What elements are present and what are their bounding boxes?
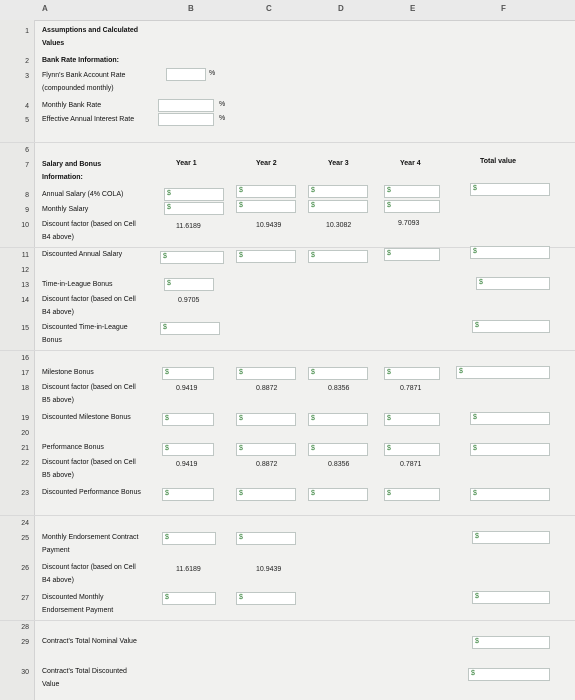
row-number[interactable]: 14 xyxy=(21,297,29,304)
input-milestone-y1[interactable] xyxy=(162,367,214,380)
percent-sign: % xyxy=(219,101,226,108)
dollar-sign: $ xyxy=(239,445,243,452)
dollar-sign: $ xyxy=(387,445,391,452)
dollar-sign: $ xyxy=(387,187,391,194)
dollar-sign: $ xyxy=(473,185,477,192)
discount-factor-salary-y3: 10.3082 xyxy=(326,222,352,229)
input-discounted-milestone-y4[interactable] xyxy=(384,413,440,426)
row-number[interactable]: 29 xyxy=(21,639,29,646)
input-endorsement-y1[interactable] xyxy=(162,532,216,545)
input-discounted-til-total[interactable] xyxy=(472,320,550,333)
column-C-header[interactable]: C xyxy=(266,4,272,13)
dollar-sign: $ xyxy=(167,204,171,211)
input-monthly-salary-y2[interactable] xyxy=(236,200,296,213)
label-assumptions-title: Assumptions and Calculated Values xyxy=(42,27,139,47)
header-year-4: Year 4 xyxy=(400,160,421,167)
row-number[interactable]: 19 xyxy=(21,415,29,422)
label-monthly-salary: Monthly Salary xyxy=(42,206,89,213)
row-number[interactable]: 1 xyxy=(25,28,29,35)
discount-factor-salary-y2: 10.9439 xyxy=(256,222,282,229)
input-milestone-y4[interactable] xyxy=(384,367,440,380)
row-number[interactable]: 27 xyxy=(21,595,29,602)
input-monthly-salary-y4[interactable] xyxy=(384,200,440,213)
row-number[interactable]: 16 xyxy=(21,355,29,362)
row-number[interactable]: 23 xyxy=(21,490,29,497)
input-endorsement-y2[interactable] xyxy=(236,532,296,545)
percent-sign: % xyxy=(209,70,216,77)
input-discounted-milestone-total[interactable] xyxy=(470,412,550,425)
input-milestone-y3[interactable] xyxy=(308,367,368,380)
dollar-sign: $ xyxy=(239,534,243,541)
dollar-sign: $ xyxy=(165,445,169,452)
input-annual-salary-total[interactable] xyxy=(470,183,550,196)
label-annual-salary: Annual Salary (4% COLA) xyxy=(42,191,124,198)
discount-factor-endorsement-y1: 11.6189 xyxy=(176,566,201,573)
input-annual-salary-y4[interactable] xyxy=(384,185,440,198)
input-discounted-salary-y4[interactable] xyxy=(384,248,440,261)
dollar-sign: $ xyxy=(473,445,477,452)
input-discounted-milestone-y2[interactable] xyxy=(236,413,296,426)
row-number[interactable]: 10 xyxy=(21,222,29,229)
row-number[interactable]: 9 xyxy=(25,207,29,214)
label-salary-bonus-info: Salary and Bonus Information: xyxy=(42,161,102,181)
row-number[interactable]: 30 xyxy=(21,669,29,676)
input-discounted-performance-y4[interactable] xyxy=(384,488,440,501)
column-D-header[interactable]: D xyxy=(338,4,344,13)
row-number[interactable]: 24 xyxy=(21,520,29,527)
input-total-discounted-value[interactable] xyxy=(468,668,550,681)
input-total-nominal-value[interactable] xyxy=(472,636,550,649)
input-endorsement-total[interactable] xyxy=(472,531,550,544)
dollar-sign: $ xyxy=(473,414,477,421)
dollar-sign: $ xyxy=(387,415,391,422)
label-total-discounted-value: Contract's Total Discounted Value xyxy=(42,668,127,688)
row-number[interactable]: 4 xyxy=(25,103,29,110)
dollar-sign: $ xyxy=(387,369,391,376)
input-discounted-performance-y1[interactable] xyxy=(162,488,214,501)
label-discount-factor-performance: Discount factor (based on Cell B5 above) xyxy=(42,459,136,479)
input-performance-y1[interactable] xyxy=(162,443,214,456)
row-number[interactable]: 7 xyxy=(25,162,29,169)
discount-factor-performance-y1: 0.9419 xyxy=(176,461,198,468)
row-number[interactable]: 20 xyxy=(21,430,29,437)
row-number[interactable]: 13 xyxy=(21,282,29,289)
dollar-sign: $ xyxy=(311,369,315,376)
row-number[interactable]: 11 xyxy=(21,252,29,259)
input-annual-salary-y2[interactable] xyxy=(236,185,296,198)
dollar-sign: $ xyxy=(165,415,169,422)
dollar-sign: $ xyxy=(167,280,171,287)
label-discounted-milestone-bonus: Discounted Milestone Bonus xyxy=(42,414,131,421)
label-discounted-performance-bonus: Discounted Performance Bonus xyxy=(42,489,141,496)
row-divider xyxy=(0,142,575,143)
label-discount-factor-milestone: Discount factor (based on Cell B5 above) xyxy=(42,384,136,404)
dollar-sign: $ xyxy=(475,322,479,329)
discount-factor-performance-y2: 0.8872 xyxy=(256,461,278,468)
input-discounted-endorsement-total[interactable] xyxy=(472,591,550,604)
percent-sign: % xyxy=(219,115,226,122)
dollar-sign: $ xyxy=(473,248,477,255)
input-discounted-endorsement-y2[interactable] xyxy=(236,592,296,605)
row-number[interactable]: 2 xyxy=(25,58,29,65)
discount-factor-performance-y4: 0.7871 xyxy=(400,461,422,468)
dollar-sign: $ xyxy=(479,279,483,286)
discount-factor-milestone-y2: 0.8872 xyxy=(256,385,278,392)
input-til-total[interactable] xyxy=(476,277,550,290)
row-number[interactable]: 25 xyxy=(21,535,29,542)
row-number[interactable]: 6 xyxy=(25,147,29,154)
row-number[interactable]: 28 xyxy=(21,624,29,631)
label-bank-rate-info: Bank Rate Information: xyxy=(42,57,120,64)
dollar-sign: $ xyxy=(387,250,391,257)
dollar-sign: $ xyxy=(475,533,479,540)
header-year-3: Year 3 xyxy=(328,160,349,167)
label-monthly-bank-rate: Monthly Bank Rate xyxy=(42,102,102,109)
label-discount-factor-salary: Discount factor (based on Cell B4 above) xyxy=(42,221,136,241)
input-discounted-performance-total[interactable] xyxy=(470,488,550,501)
dollar-sign: $ xyxy=(163,324,167,331)
label-discounted-til-bonus: Discounted Time-in-League Bonus xyxy=(42,324,128,344)
input-monthly-bank-rate[interactable] xyxy=(158,99,214,112)
dollar-sign: $ xyxy=(239,594,243,601)
discount-factor-til: 0.9705 xyxy=(178,297,200,304)
input-discounted-milestone-y3[interactable] xyxy=(308,413,368,426)
header-year-1: Year 1 xyxy=(176,160,197,167)
label-monthly-endorsement: Monthly Endorsement Contract Payment xyxy=(42,534,139,554)
dollar-sign: $ xyxy=(239,369,243,376)
dollar-sign: $ xyxy=(239,187,243,194)
dollar-sign: $ xyxy=(167,190,171,197)
label-effective-annual-rate: Effective Annual Interest Rate xyxy=(42,116,135,123)
input-discounted-milestone-y1[interactable] xyxy=(162,413,214,426)
input-effective-annual-rate[interactable] xyxy=(158,113,214,126)
input-discounted-salary-y3[interactable] xyxy=(308,250,368,263)
label-discounted-annual-salary: Discounted Annual Salary xyxy=(42,251,123,258)
input-discounted-salary-y1[interactable] xyxy=(160,251,224,264)
label-flynn-bank-rate: Flynn's Bank Account Rate (compounded monthly) xyxy=(42,72,126,92)
discount-factor-salary-y1: 11.6189 xyxy=(176,223,201,230)
label-total-nominal-value: Contract's Total Nominal Value xyxy=(42,638,137,645)
row-number[interactable]: 26 xyxy=(21,565,29,572)
row-number[interactable]: 12 xyxy=(21,267,29,274)
input-discounted-endorsement-y1[interactable] xyxy=(162,592,216,605)
dollar-sign: $ xyxy=(239,415,243,422)
dollar-sign: $ xyxy=(239,252,243,259)
row-number[interactable]: 8 xyxy=(25,192,29,199)
discount-factor-salary-y4: 9.7093 xyxy=(398,220,420,227)
dollar-sign: $ xyxy=(311,202,315,209)
row-number[interactable]: 18 xyxy=(21,385,29,392)
label-performance-bonus: Performance Bonus xyxy=(42,444,104,451)
dollar-sign: $ xyxy=(165,490,169,497)
input-discounted-til[interactable] xyxy=(160,322,220,335)
dollar-sign: $ xyxy=(311,445,315,452)
dollar-sign: $ xyxy=(475,593,479,600)
column-header-bar xyxy=(0,0,575,21)
dollar-sign: $ xyxy=(165,594,169,601)
dollar-sign: $ xyxy=(165,534,169,541)
discount-factor-milestone-y1: 0.9419 xyxy=(176,385,198,392)
dollar-sign: $ xyxy=(311,415,315,422)
label-discount-factor-endorsement: Discount factor (based on Cell B4 above) xyxy=(42,564,136,584)
dollar-sign: $ xyxy=(475,638,479,645)
row-number[interactable]: 21 xyxy=(21,445,29,452)
input-annual-salary-y3[interactable] xyxy=(308,185,368,198)
row-number[interactable]: 3 xyxy=(25,73,29,80)
column-E-header[interactable]: E xyxy=(410,4,416,13)
header-year-2: Year 2 xyxy=(256,160,277,167)
label-milestone-bonus: Milestone Bonus xyxy=(42,369,94,376)
dollar-sign: $ xyxy=(239,490,243,497)
dollar-sign: $ xyxy=(239,202,243,209)
dollar-sign: $ xyxy=(311,252,315,259)
row-number[interactable]: 15 xyxy=(21,325,29,332)
discount-factor-milestone-y3: 0.8356 xyxy=(328,385,350,392)
dollar-sign: $ xyxy=(471,670,475,677)
column-A-header[interactable]: A xyxy=(42,4,48,13)
discount-factor-performance-y3: 0.8356 xyxy=(328,461,350,468)
discount-factor-endorsement-y2: 10.9439 xyxy=(256,566,282,573)
dollar-sign: $ xyxy=(163,253,167,260)
row-divider xyxy=(0,620,575,621)
dollar-sign: $ xyxy=(311,490,315,497)
row-divider xyxy=(0,515,575,516)
input-discounted-performance-y2[interactable] xyxy=(236,488,296,501)
column-B-header[interactable]: B xyxy=(188,4,194,13)
input-discounted-salary-y2[interactable] xyxy=(236,250,296,263)
input-milestone-y2[interactable] xyxy=(236,367,296,380)
input-annual-salary-y1[interactable] xyxy=(164,188,224,201)
discount-factor-milestone-y4: 0.7871 xyxy=(400,385,422,392)
dollar-sign: $ xyxy=(473,490,477,497)
row-divider xyxy=(0,350,575,351)
input-monthly-salary-y1[interactable] xyxy=(164,202,224,215)
dollar-sign: $ xyxy=(459,368,463,375)
row-number[interactable]: 22 xyxy=(21,460,29,467)
dollar-sign: $ xyxy=(165,369,169,376)
input-discounted-performance-y3[interactable] xyxy=(308,488,368,501)
label-time-in-league-bonus: Time-in-League Bonus xyxy=(42,281,113,288)
label-discount-factor-til: Discount factor (based on Cell B4 above) xyxy=(42,296,136,316)
input-monthly-salary-y3[interactable] xyxy=(308,200,368,213)
row-number[interactable]: 5 xyxy=(25,117,29,124)
input-bank-rate[interactable] xyxy=(166,68,206,81)
header-total-value: Total value xyxy=(480,158,517,165)
input-milestone-total[interactable] xyxy=(456,366,550,379)
dollar-sign: $ xyxy=(311,187,315,194)
input-performance-y2[interactable] xyxy=(236,443,296,456)
input-performance-y3[interactable] xyxy=(308,443,368,456)
input-performance-total[interactable] xyxy=(470,443,550,456)
input-discounted-salary-total[interactable] xyxy=(470,246,550,259)
dollar-sign: $ xyxy=(387,202,391,209)
input-til-bonus[interactable] xyxy=(164,278,214,291)
input-performance-y4[interactable] xyxy=(384,443,440,456)
dollar-sign: $ xyxy=(387,490,391,497)
label-discounted-endorsement: Discounted Monthly Endorsement Payment xyxy=(42,594,114,614)
row-number[interactable]: 17 xyxy=(21,370,29,377)
column-F-header[interactable]: F xyxy=(501,4,506,13)
